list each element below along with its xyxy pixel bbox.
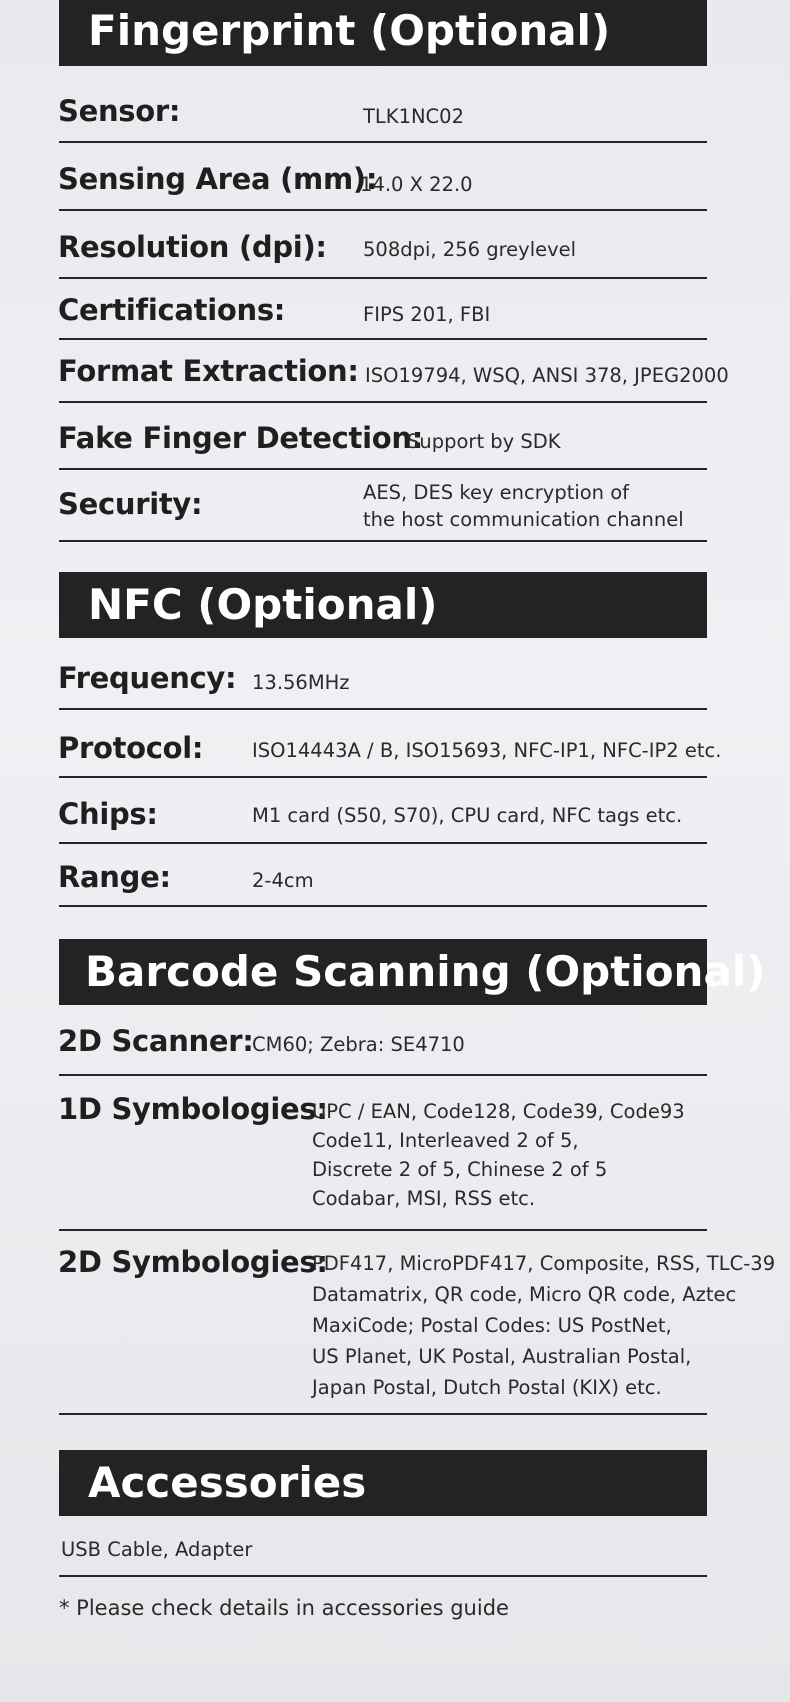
row-divider <box>59 209 707 211</box>
spec-value-1d-symbologies-line-2: Code11, Interleaved 2 of 5, <box>312 1129 579 1152</box>
spec-value-security-line-1: AES, DES key encryption of <box>363 481 630 504</box>
section-header-nfc: NFC (Optional) <box>59 572 707 638</box>
spec-value-chips: M1 card (S50, S70), CPU card, NFC tags etc. <box>252 804 683 827</box>
row-divider <box>59 468 707 470</box>
spec-label-2d-scanner: 2D Scanner: <box>58 1024 254 1058</box>
spec-label-sensing-area: Sensing Area (mm): <box>58 162 378 196</box>
spec-value-sensing-area: 14.0 X 22.0 <box>360 173 473 196</box>
spec-label-certifications: Certifications: <box>58 293 286 327</box>
row-divider <box>59 141 707 143</box>
spec-value-2d-symbologies-line-1: PDF417, MicroPDF417, Composite, RSS, TLC-39 <box>312 1252 776 1275</box>
spec-label-resolution: Resolution (dpi): <box>58 230 327 264</box>
row-divider <box>59 776 707 778</box>
spec-label-protocol: Protocol: <box>58 731 204 765</box>
spec-value-security-line-2: the host communication channel <box>363 508 684 531</box>
spec-value-protocol: ISO14443A / B, ISO15693, NFC-IP1, NFC-IP2 etc. <box>252 739 722 762</box>
accessories-note: * Please check details in accessories guide <box>59 1596 509 1620</box>
row-divider <box>59 338 707 340</box>
spec-value-2d-scanner: CM60; Zebra: SE4710 <box>252 1033 465 1056</box>
row-divider <box>59 1575 707 1577</box>
spec-label-format-extraction: Format Extraction: <box>58 354 359 388</box>
spec-label-security: Security: <box>58 487 203 521</box>
spec-value-1d-symbologies-line-3: Discrete 2 of 5, Chinese 2 of 5 <box>312 1158 608 1181</box>
spec-label-chips: Chips: <box>58 797 158 831</box>
spec-label-1d-symbologies: 1D Symbologies: <box>58 1092 328 1126</box>
spec-value-resolution: 508dpi, 256 greylevel <box>363 238 577 261</box>
spec-value-certifications: FIPS 201, FBI <box>363 303 491 326</box>
spec-value-format-extraction: ISO19794, WSQ, ANSI 378, JPEG2000 <box>365 364 729 387</box>
spec-label-2d-symbologies: 2D Symbologies: <box>58 1245 328 1279</box>
section-header-barcode: Barcode Scanning (Optional) <box>59 939 707 1005</box>
spec-value-2d-symbologies-line-3: MaxiCode; Postal Codes: US PostNet, <box>312 1314 672 1337</box>
spec-value-1d-symbologies-line-1: UPC / EAN, Code128, Code39, Code93 <box>312 1100 685 1123</box>
spec-value-1d-symbologies-line-4: Codabar, MSI, RSS etc. <box>312 1187 536 1210</box>
spec-value-range: 2-4cm <box>252 869 314 892</box>
row-divider <box>59 1413 707 1415</box>
spec-value-sensor: TLK1NC02 <box>363 105 464 128</box>
spec-value-2d-symbologies-line-5: Japan Postal, Dutch Postal (KIX) etc. <box>312 1376 662 1399</box>
spec-value-2d-symbologies-line-4: US Planet, UK Postal, Australian Postal, <box>312 1345 692 1368</box>
row-divider <box>59 1074 707 1076</box>
row-divider <box>59 708 707 710</box>
spec-label-range: Range: <box>58 860 171 894</box>
section-header-accessories: Accessories <box>59 1450 707 1516</box>
row-divider <box>59 277 707 279</box>
spec-value-fake-finger-detection: Support by SDK <box>407 430 561 453</box>
spec-label-frequency: Frequency: <box>58 661 237 695</box>
row-divider <box>59 540 707 542</box>
row-divider <box>59 1229 707 1231</box>
accessories-items: USB Cable, Adapter <box>61 1538 253 1561</box>
spec-label-fake-finger-detection: Fake Finger Detection: <box>58 421 424 455</box>
row-divider <box>59 401 707 403</box>
spec-value-2d-symbologies-line-2: Datamatrix, QR code, Micro QR code, Aztec <box>312 1283 737 1306</box>
section-header-fingerprint: Fingerprint (Optional) <box>59 0 707 66</box>
row-divider <box>59 905 707 907</box>
spec-value-frequency: 13.56MHz <box>252 671 350 694</box>
spec-label-sensor: Sensor: <box>58 94 181 128</box>
row-divider <box>59 842 707 844</box>
